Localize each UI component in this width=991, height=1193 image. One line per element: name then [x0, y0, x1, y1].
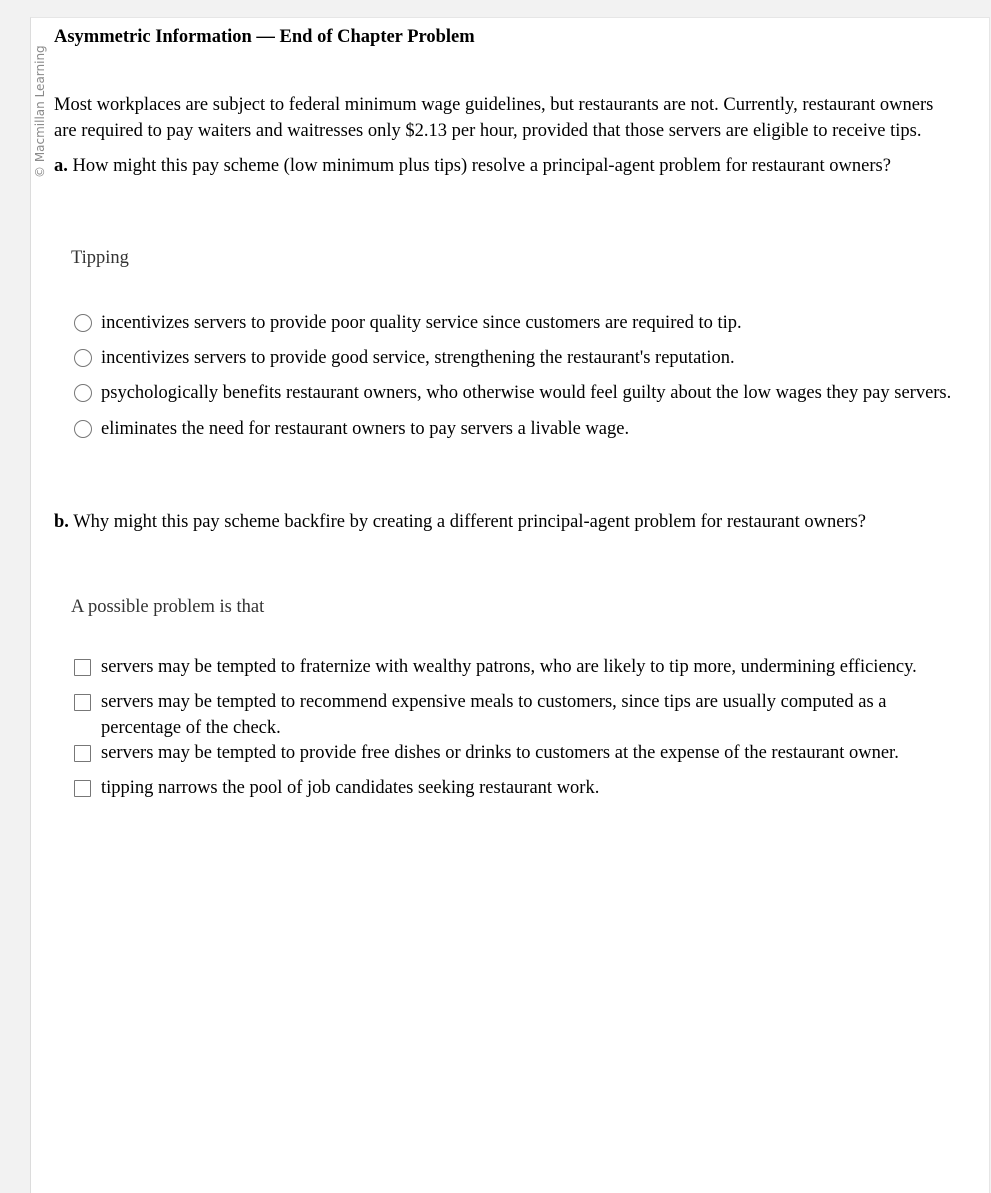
question-a-label: a.: [54, 156, 68, 176]
radio-option-label[interactable]: incentivizes servers to provide good service, strengthening the restaurant's reputation.: [101, 348, 735, 368]
radio-option-label[interactable]: incentivizes servers to provide poor quality service since customers are required to tip.: [101, 313, 742, 333]
checkbox[interactable]: [74, 745, 91, 762]
problem-intro: Most workplaces are subject to federal minimum wage guidelines, but restaurants are not. Currently, restaurant owners are required to pay waiters and waitresses only $2.13 per hour, provided that those servers are eligible to receive tips.: [54, 95, 934, 141]
radio-option-label[interactable]: eliminates the need for restaurant owners to pay servers a livable wage.: [101, 419, 630, 439]
page-title: Asymmetric Information — End of Chapter Problem: [54, 27, 475, 47]
question-a: [54, 153, 891, 179]
question-b: [54, 509, 866, 535]
copyright-notice: [33, 38, 47, 178]
checkbox-option-3[interactable]: [74, 740, 954, 766]
question-a-text: How might this pay scheme (low minimum plus tips) resolve a principal-agent problem for restaurant owners?: [72, 156, 891, 176]
radio-button[interactable]: [74, 349, 92, 367]
checkbox-option-4[interactable]: [74, 775, 954, 801]
radio-option-1[interactable]: [74, 310, 954, 336]
checkbox[interactable]: [74, 780, 91, 797]
copyright-text: © Macmillan Learning: [33, 45, 47, 178]
radio-button[interactable]: [74, 384, 92, 402]
checkbox[interactable]: [74, 659, 91, 676]
question-a-prompt: Tipping: [71, 248, 129, 268]
checkbox-option-label[interactable]: servers may be tempted to fraternize with wealthy patrons, who are likely to tip more, undermining efficiency.: [101, 657, 917, 677]
radio-option-4[interactable]: [74, 416, 954, 442]
checkbox[interactable]: [74, 694, 91, 711]
radio-option-3[interactable]: [74, 380, 954, 406]
checkbox-option-label[interactable]: servers may be tempted to recommend expensive meals to customers, since tips are usually computed as a percentage of the check.: [101, 692, 887, 738]
radio-option-2[interactable]: [74, 345, 954, 371]
checkbox-option-1[interactable]: [74, 654, 954, 680]
checkbox-option-2[interactable]: [74, 689, 954, 741]
radio-button[interactable]: [74, 314, 92, 332]
checkbox-option-label[interactable]: tipping narrows the pool of job candidates seeking restaurant work.: [101, 778, 600, 798]
question-b-label: b.: [54, 512, 69, 532]
question-b-text: Why might this pay scheme backfire by creating a different principal-agent problem for restaurant owners?: [73, 512, 867, 532]
radio-button[interactable]: [74, 420, 92, 438]
checkbox-option-label[interactable]: servers may be tempted to provide free dishes or drinks to customers at the expense of the restaurant owner.: [101, 743, 899, 763]
radio-option-label[interactable]: psychologically benefits restaurant owners, who otherwise would feel guilty about the low wages they pay servers.: [101, 383, 952, 403]
question-b-prompt: A possible problem is that: [71, 597, 265, 617]
